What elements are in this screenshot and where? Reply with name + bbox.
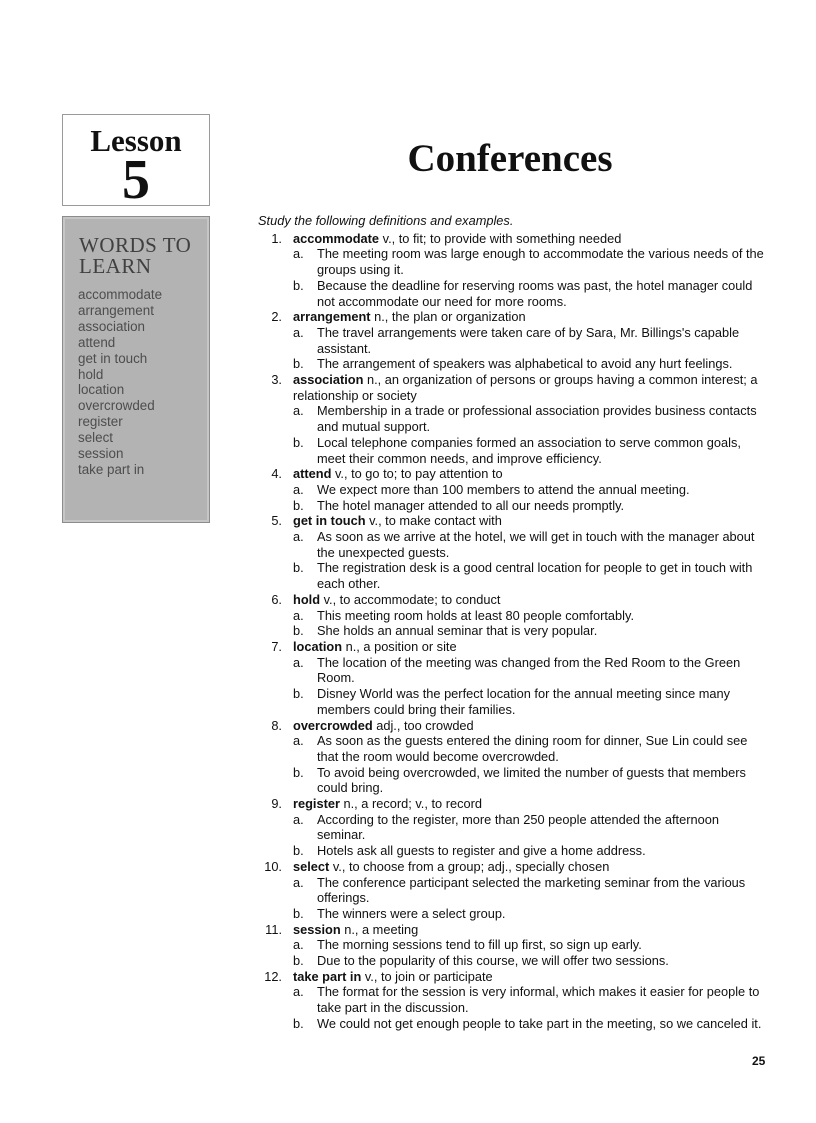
example-text: Membership in a trade or professional association provides business contacts and mutual support. [317,403,757,435]
word-item: select [78,430,113,446]
example-list [293,608,770,639]
entry-heading [271,466,770,482]
example-letter: b. [293,1015,304,1031]
entry-number: 9. [271,796,282,812]
entry-number: 8. [271,717,282,733]
entry-number: 12. [264,968,282,984]
vocab-entry [258,592,770,639]
example-item [293,482,770,498]
entry-heading [265,921,770,938]
word-item: hold [78,366,104,382]
words-to-learn-title [79,235,209,277]
example-text: This meeting room holds at least 80 people comfortably. [317,607,635,623]
example-item [293,765,770,796]
example-text: The conference participant selected the marketing seminar from the various offerings. [317,874,746,906]
example-text: The meeting room was large enough to accommodate the various needs of the groups using it. [317,246,764,278]
entry-definition: v., to accommodate; to conduct [320,591,501,607]
example-list [293,482,770,513]
example-item [293,843,770,859]
example-item [293,325,770,356]
example-letter: a. [293,654,304,670]
entry-term: overcrowded [293,717,373,733]
entry-definition: n., the plan or organization [370,309,526,325]
example-text: As soon as the guests entered the dining room for dinner, Sue Lin could see that the room would become overcrowded. [317,733,748,764]
example-letter: a. [293,733,304,749]
entry-number: 4. [271,466,282,482]
example-letter: a. [293,607,304,623]
example-text: To avoid being overcrowded, we limited the number of guests that members could bring. [317,764,746,796]
example-text: We expect more than 100 members to attend the annual meeting. [317,481,690,497]
example-letter: b. [293,560,304,576]
example-item [293,906,770,922]
word-item: arrangement [78,302,154,318]
entry-number: 2. [271,309,282,325]
word-item: get in touch [78,350,148,366]
words-title-line1: WORDS TO [79,233,192,257]
entry-number: 3. [271,372,282,388]
example-text: The format for the session is very informal, which makes it easier for people to take part in the discussion. [317,984,760,1016]
example-item [293,246,770,277]
example-letter: b. [293,356,304,372]
example-list [293,733,770,796]
words-list [78,287,209,478]
word-item: register [78,414,123,430]
example-list [293,403,770,466]
entry-heading [271,230,770,247]
word-item: overcrowded [78,398,155,414]
lesson-label: Lesson [90,123,182,158]
example-list [293,937,770,968]
example-list [293,325,770,372]
entry-definition: n., a record; v., to record [339,796,482,812]
entry-heading [271,717,770,734]
lesson-box [62,114,210,211]
example-list [293,246,770,309]
example-letter: a. [293,481,304,497]
example-text: The travel arrangements were taken care of by Sara, Mr. Billings's capable assistant. [317,324,740,356]
entry-definition: v., to go to; to pay attention to [331,466,503,482]
entry-heading [264,968,770,985]
example-text: Hotels ask all guests to register and give a home address. [317,843,646,859]
example-letter: b. [293,277,304,293]
entry-term: session [293,921,341,937]
example-text: The location of the meeting was changed from the Red Room to the Green Room. [317,654,741,686]
example-item [293,608,770,624]
example-text: The hotel manager attended to all our needs promptly. [317,497,625,513]
example-item [293,875,770,906]
example-item [293,403,770,434]
entry-heading [271,372,770,403]
lesson-number: 5 [122,149,150,211]
entry-definition: n., a meeting [340,921,419,937]
example-item [293,498,770,514]
example-item [293,278,770,309]
example-text: The morning sessions tend to fill up first, so sign up early. [317,937,642,953]
example-letter: a. [293,984,304,1000]
example-list [293,655,770,718]
example-item [293,356,770,372]
definitions-section [258,213,770,1032]
example-text: She holds an annual seminar that is very popular. [317,623,598,639]
vocab-entry [258,513,770,592]
vocab-entry [258,639,770,718]
entry-definition: adj., too crowded [372,717,474,733]
entry-definition: v., to fit; to provide with something needed [379,230,622,246]
entry-heading [264,858,770,875]
vocab-entry [258,859,770,922]
example-item [293,623,770,639]
example-text: Disney World was the perfect location for the annual meeting since many members could bring their families. [317,686,731,717]
page-title: Conferences [407,137,613,180]
entry-heading [271,796,770,812]
entry-term: arrangement [293,309,371,325]
example-text: As soon as we arrive at the hotel, we will get in touch with the manager about the unexpected guests. [317,529,755,560]
entry-term: take part in [293,968,362,984]
entry-heading [271,638,770,655]
entry-definition: v., to make contact with [365,513,502,529]
word-item: accommodate [78,287,163,302]
vocabulary-entries [258,231,770,1032]
example-letter: b. [293,434,304,450]
entry-definition: n., an organization of persons or groups having a common interest; a relationship or society [293,372,758,403]
example-letter: a. [293,246,304,262]
example-text: The arrangement of speakers was alphabetical to avoid any hurt feelings. [317,356,733,372]
example-letter: b. [293,497,304,513]
entry-number: 10. [264,858,282,874]
entry-term: hold [293,591,321,607]
entry-definition: n., a position or site [342,638,457,654]
word-item: take part in [78,461,145,477]
example-list [293,875,770,922]
entry-term: register [293,796,340,812]
words-to-learn-box [62,216,210,523]
entry-term: select [293,858,330,874]
example-item [293,686,770,717]
vocab-entry [258,718,770,797]
vocab-entry [258,796,770,859]
vocab-entry [258,309,770,372]
example-letter: b. [293,764,304,780]
example-letter: a. [293,811,304,827]
vocab-entry [258,372,770,466]
example-letter: b. [293,953,304,969]
example-text: According to the register, more than 250 people attended the afternoon seminar. [317,811,719,843]
entry-number: 1. [271,230,282,246]
example-text: Because the deadline for reserving rooms was past, the hotel manager could not accommodate our need for more rooms. [317,277,753,309]
example-item [293,812,770,843]
example-letter: a. [293,324,304,340]
example-letter: b. [293,623,304,639]
example-item [293,733,770,764]
page-number: 25 [752,1054,766,1068]
entry-number: 6. [271,591,282,607]
example-letter: a. [293,529,304,545]
example-letter: b. [293,686,304,702]
entry-heading [271,309,770,325]
entry-number: 7. [271,638,282,654]
example-letter: a. [293,403,304,419]
entry-heading [271,591,770,608]
word-item: location [78,382,125,398]
entry-term: location [293,638,343,654]
entry-definition: v., to join or participate [361,968,493,984]
vocab-entry [258,466,770,513]
entry-term: association [293,372,364,388]
words-title-line2: LEARN [79,254,152,278]
example-item [293,529,770,560]
example-item [293,984,770,1015]
example-item [293,435,770,466]
example-list [293,812,770,859]
example-text: The winners were a select group. [317,905,506,921]
example-list [293,984,770,1031]
example-text: Local telephone companies formed an association to serve common goals, meet their common needs, and improve efficiency. [317,434,741,466]
example-letter: a. [293,937,304,953]
example-letter: a. [293,874,304,890]
entry-definition: v., to choose from a group; adj., specially chosen [329,858,610,874]
entry-number: 11. [265,921,282,937]
example-list [293,529,770,592]
example-item [293,953,770,969]
word-item: session [78,446,124,462]
word-item: association [78,318,145,334]
entry-term: accommodate [293,230,380,246]
entry-heading [271,513,770,529]
entry-term: attend [293,466,332,482]
entry-term: get in touch [293,513,366,529]
example-item [293,937,770,953]
instructions: Study the following definitions and examples. [258,213,514,228]
example-letter: b. [293,843,304,859]
entry-number: 5. [271,513,282,529]
vocab-entry [258,231,770,310]
example-text: We could not get enough people to take part in the meeting, so we canceled it. [317,1015,762,1031]
example-item [293,655,770,686]
example-text: Due to the popularity of this course, we will offer two sessions. [317,953,669,969]
word-item: attend [78,334,116,350]
example-item [293,560,770,591]
example-item [293,1016,770,1032]
vocab-entry [258,922,770,969]
example-text: The registration desk is a good central location for people to get in touch with each other. [317,560,753,592]
example-letter: b. [293,905,304,921]
vocab-entry [258,969,770,1032]
